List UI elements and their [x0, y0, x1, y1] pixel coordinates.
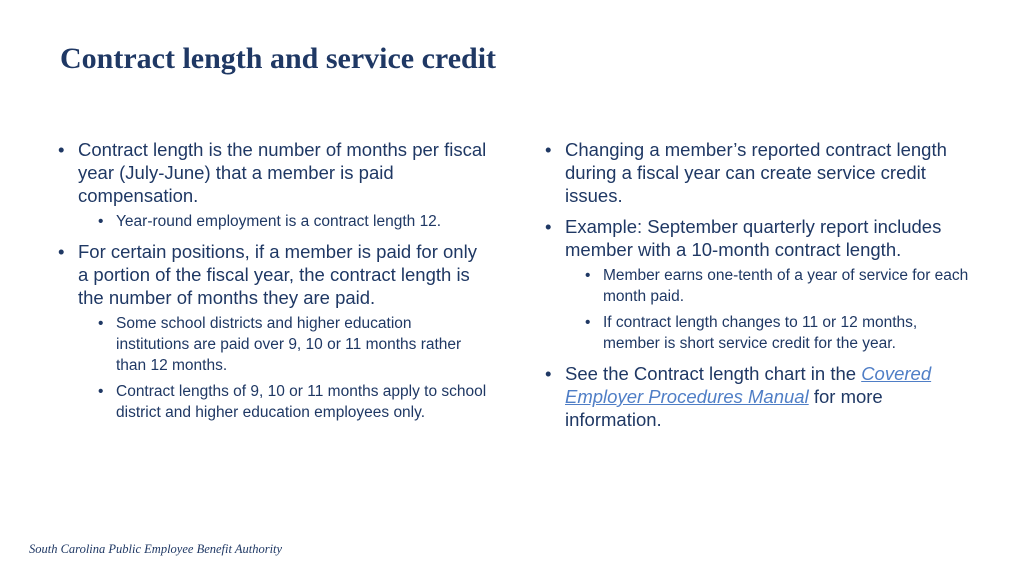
sub-bullet-short-credit: • If contract length changes to 11 or 12 months, member is short service credit for the year. [585, 312, 975, 354]
bullet-example [545, 215, 975, 354]
sub-bullet-school-districts: • Some school districts and higher education institutions are paid over 9, 10 or 11 months rather than 12 months. [98, 313, 488, 376]
bullet-text: Example: September quarterly report includes member with a 10-month contract length. [565, 216, 942, 260]
sub-bullet-contract-lengths: • Contract lengths of 9, 10 or 11 months apply to school district and higher education employees only. [98, 381, 488, 423]
bullet-changing-contract: • Changing a member’s reported contract length during a fiscal year can create service credit issues. [545, 138, 975, 207]
see-chart-suffix: for more information. [565, 386, 883, 430]
bullet-see-chart [545, 362, 975, 431]
sub-bullet-list [78, 313, 488, 423]
see-chart-prefix: See the Contract length chart in the [565, 363, 862, 384]
procedures-manual-link[interactable]: Covered Employer Procedures Manual [565, 363, 932, 407]
left-column [58, 138, 488, 431]
footer-organization: South Carolina Public Employee Benefit Authority [29, 542, 283, 556]
bullet-contract-length [58, 138, 488, 232]
sub-bullet-list [565, 265, 975, 354]
left-bullet-list [58, 138, 488, 423]
sub-bullet-one-tenth: • Member earns one-tenth of a year of service for each month paid. [585, 265, 975, 307]
page-title: Contract length and service credit [60, 42, 497, 75]
right-bullet-list [545, 138, 975, 431]
bullet-text: Contract length is the number of months per fiscal year (July-June) that a member is paid compensation. [78, 139, 487, 206]
right-column [545, 138, 975, 439]
sub-bullet-year-round: • Year-round employment is a contract length 12. [98, 211, 488, 232]
bullet-text: For certain positions, if a member is paid for only a portion of the fiscal year, the contract length is the number of months they are paid. [78, 241, 477, 308]
bullet-certain-positions [58, 240, 488, 423]
sub-bullet-list [78, 211, 488, 232]
